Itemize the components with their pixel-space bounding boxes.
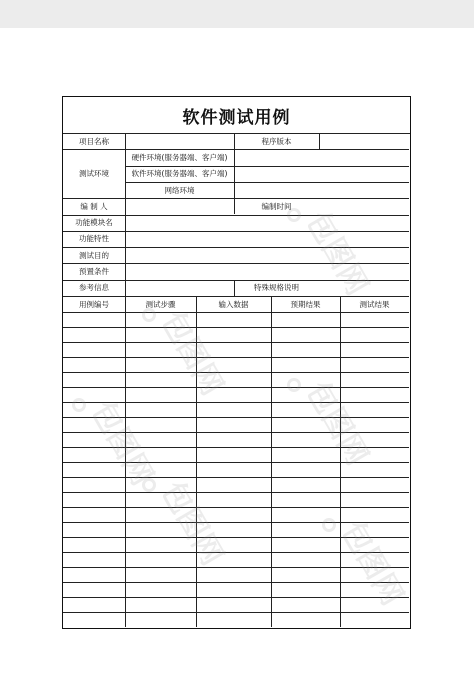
table-cell[interactable] — [196, 552, 271, 567]
table-cell[interactable] — [340, 372, 409, 387]
table-cell[interactable] — [63, 537, 125, 552]
module-name-label: 功能模块名 — [75, 218, 113, 228]
table-cell[interactable] — [196, 462, 271, 477]
network-env-label: 网络环境 — [164, 185, 195, 195]
watermark-logo-icon — [142, 308, 156, 322]
table-cell[interactable] — [340, 582, 409, 597]
table-cell[interactable] — [63, 312, 125, 327]
table-cell[interactable] — [271, 537, 340, 552]
special-spec-field[interactable] — [319, 280, 409, 296]
module-name-field[interactable] — [125, 215, 409, 231]
software-env-label: 软件环境(服务器端、客户端) — [131, 169, 228, 179]
table-header-1: 测试步骤 — [145, 299, 176, 309]
table-cell[interactable] — [196, 402, 271, 417]
table-cell[interactable] — [63, 432, 125, 447]
table-cell[interactable] — [271, 342, 340, 357]
table-cell[interactable] — [63, 357, 125, 372]
table-cell[interactable] — [196, 357, 271, 372]
table-cell[interactable] — [340, 312, 409, 327]
table-cell[interactable] — [63, 447, 125, 462]
table-cell[interactable] — [340, 387, 409, 402]
table-cell[interactable] — [63, 492, 125, 507]
author-time-field[interactable] — [319, 198, 409, 214]
table-cell[interactable] — [271, 462, 340, 477]
table-cell[interactable] — [125, 477, 196, 492]
table-cell[interactable] — [271, 582, 340, 597]
table-cell[interactable] — [271, 372, 340, 387]
table-cell[interactable] — [63, 567, 125, 582]
watermark-logo-icon — [322, 518, 336, 532]
table-cell[interactable] — [196, 342, 271, 357]
table-cell[interactable] — [196, 447, 271, 462]
table-cell[interactable] — [125, 597, 196, 612]
special-spec-label: 特殊规格说明 — [254, 283, 299, 293]
table-cell[interactable] — [125, 447, 196, 462]
table-cell[interactable] — [271, 387, 340, 402]
table-cell[interactable] — [196, 537, 271, 552]
table-cell[interactable] — [340, 492, 409, 507]
table-cell[interactable] — [196, 597, 271, 612]
test-purpose-label: 测试目的 — [79, 250, 109, 260]
table-cell[interactable] — [271, 567, 340, 582]
reference-label: 参考信息 — [79, 283, 109, 293]
table-header-4: 测试结果 — [359, 299, 390, 309]
table-cell[interactable] — [125, 432, 196, 447]
table-cell[interactable] — [271, 432, 340, 447]
table-cell[interactable] — [271, 312, 340, 327]
table-cell[interactable] — [340, 357, 409, 372]
author-time-label: 编制时间 — [261, 201, 292, 211]
table-cell[interactable] — [340, 402, 409, 417]
table-cell[interactable] — [125, 402, 196, 417]
table-cell[interactable] — [271, 357, 340, 372]
feature-field[interactable] — [125, 231, 409, 247]
table-cell[interactable] — [271, 402, 340, 417]
hardware-env-label: 硬件环境(服务器端、客户端) — [131, 152, 228, 162]
table-cell[interactable] — [125, 327, 196, 342]
table-cell[interactable] — [125, 522, 196, 537]
table-cell[interactable] — [340, 477, 409, 492]
table-cell[interactable] — [63, 582, 125, 597]
network-env-field[interactable] — [234, 182, 409, 198]
table-cell[interactable] — [125, 357, 196, 372]
table-cell[interactable] — [340, 342, 409, 357]
table-cell[interactable] — [271, 327, 340, 342]
table-cell[interactable] — [271, 597, 340, 612]
table-cell[interactable] — [340, 507, 409, 522]
table-cell[interactable] — [125, 342, 196, 357]
table-cell[interactable] — [196, 612, 271, 627]
table-cell[interactable] — [63, 372, 125, 387]
table-header-0: 用例编号 — [79, 299, 109, 309]
table-cell[interactable] — [340, 567, 409, 582]
table-cell[interactable] — [63, 327, 125, 342]
table-cell[interactable] — [63, 417, 125, 432]
table-cell[interactable] — [196, 387, 271, 402]
table-cell[interactable] — [63, 612, 125, 627]
table-header-3: 预期结果 — [290, 299, 321, 309]
table-cell[interactable] — [340, 462, 409, 477]
table-cell[interactable] — [271, 552, 340, 567]
software-env-field[interactable] — [234, 166, 409, 182]
table-cell[interactable] — [125, 612, 196, 627]
top-band — [0, 0, 474, 28]
watermark-logo-icon — [142, 478, 156, 492]
project-name-label: 项目名称 — [79, 136, 109, 146]
table-cell[interactable] — [196, 522, 271, 537]
precondition-label: 预置条件 — [79, 267, 109, 277]
precondition-field[interactable] — [125, 263, 409, 279]
table-cell[interactable] — [125, 552, 196, 567]
table-cell[interactable] — [271, 612, 340, 627]
author-label: 编 制 人 — [80, 201, 108, 211]
author-field[interactable] — [125, 198, 234, 214]
hardware-env-field[interactable] — [234, 149, 409, 165]
table-cell[interactable] — [196, 477, 271, 492]
table-cell[interactable] — [340, 537, 409, 552]
table-cell[interactable] — [63, 597, 125, 612]
table-cell[interactable] — [196, 582, 271, 597]
table-cell[interactable] — [271, 447, 340, 462]
test-purpose-field[interactable] — [125, 247, 409, 263]
table-cell[interactable] — [125, 567, 196, 582]
table-cell[interactable] — [125, 372, 196, 387]
watermark-logo-icon — [287, 378, 301, 392]
table-cell[interactable] — [63, 462, 125, 477]
table-cell[interactable] — [340, 597, 409, 612]
table-cell[interactable] — [196, 432, 271, 447]
table-cell[interactable] — [196, 417, 271, 432]
table-cell[interactable] — [125, 312, 196, 327]
table-cell[interactable] — [271, 492, 340, 507]
table-cell[interactable] — [340, 612, 409, 627]
feature-label: 功能特性 — [79, 234, 109, 244]
table-cell[interactable] — [271, 477, 340, 492]
watermark-logo-icon — [72, 398, 86, 412]
table-cell[interactable] — [340, 552, 409, 567]
test-case-form — [62, 96, 411, 629]
table-cell[interactable] — [196, 492, 271, 507]
table-cell[interactable] — [340, 417, 409, 432]
table-cell[interactable] — [196, 507, 271, 522]
table-cell[interactable] — [63, 552, 125, 567]
table-cell[interactable] — [125, 462, 196, 477]
program-version-label: 程序版本 — [261, 136, 292, 146]
table-cell[interactable] — [63, 522, 125, 537]
table-cell[interactable] — [125, 582, 196, 597]
test-env-label: 测试环境 — [79, 169, 109, 179]
table-cell[interactable] — [196, 327, 271, 342]
table-cell[interactable] — [63, 342, 125, 357]
program-version-field[interactable] — [319, 133, 409, 149]
table-cell[interactable] — [125, 507, 196, 522]
reference-field[interactable] — [125, 280, 234, 296]
table-cell[interactable] — [196, 312, 271, 327]
table-cell[interactable] — [340, 327, 409, 342]
table-cell[interactable] — [125, 387, 196, 402]
watermark-logo-icon — [287, 208, 301, 222]
table-cell[interactable] — [196, 567, 271, 582]
table-cell[interactable] — [340, 432, 409, 447]
table-cell[interactable] — [63, 507, 125, 522]
table-cell[interactable] — [125, 537, 196, 552]
table-cell[interactable] — [340, 522, 409, 537]
table-header-2: 输入数据 — [218, 299, 249, 309]
table-cell[interactable] — [196, 372, 271, 387]
table-cell[interactable] — [125, 417, 196, 432]
project-name-field[interactable] — [125, 133, 234, 149]
form-title: 软件测试用例 — [63, 97, 410, 134]
table-cell[interactable] — [125, 492, 196, 507]
table-cell[interactable] — [63, 477, 125, 492]
table-cell[interactable] — [340, 447, 409, 462]
table-cell[interactable] — [271, 417, 340, 432]
